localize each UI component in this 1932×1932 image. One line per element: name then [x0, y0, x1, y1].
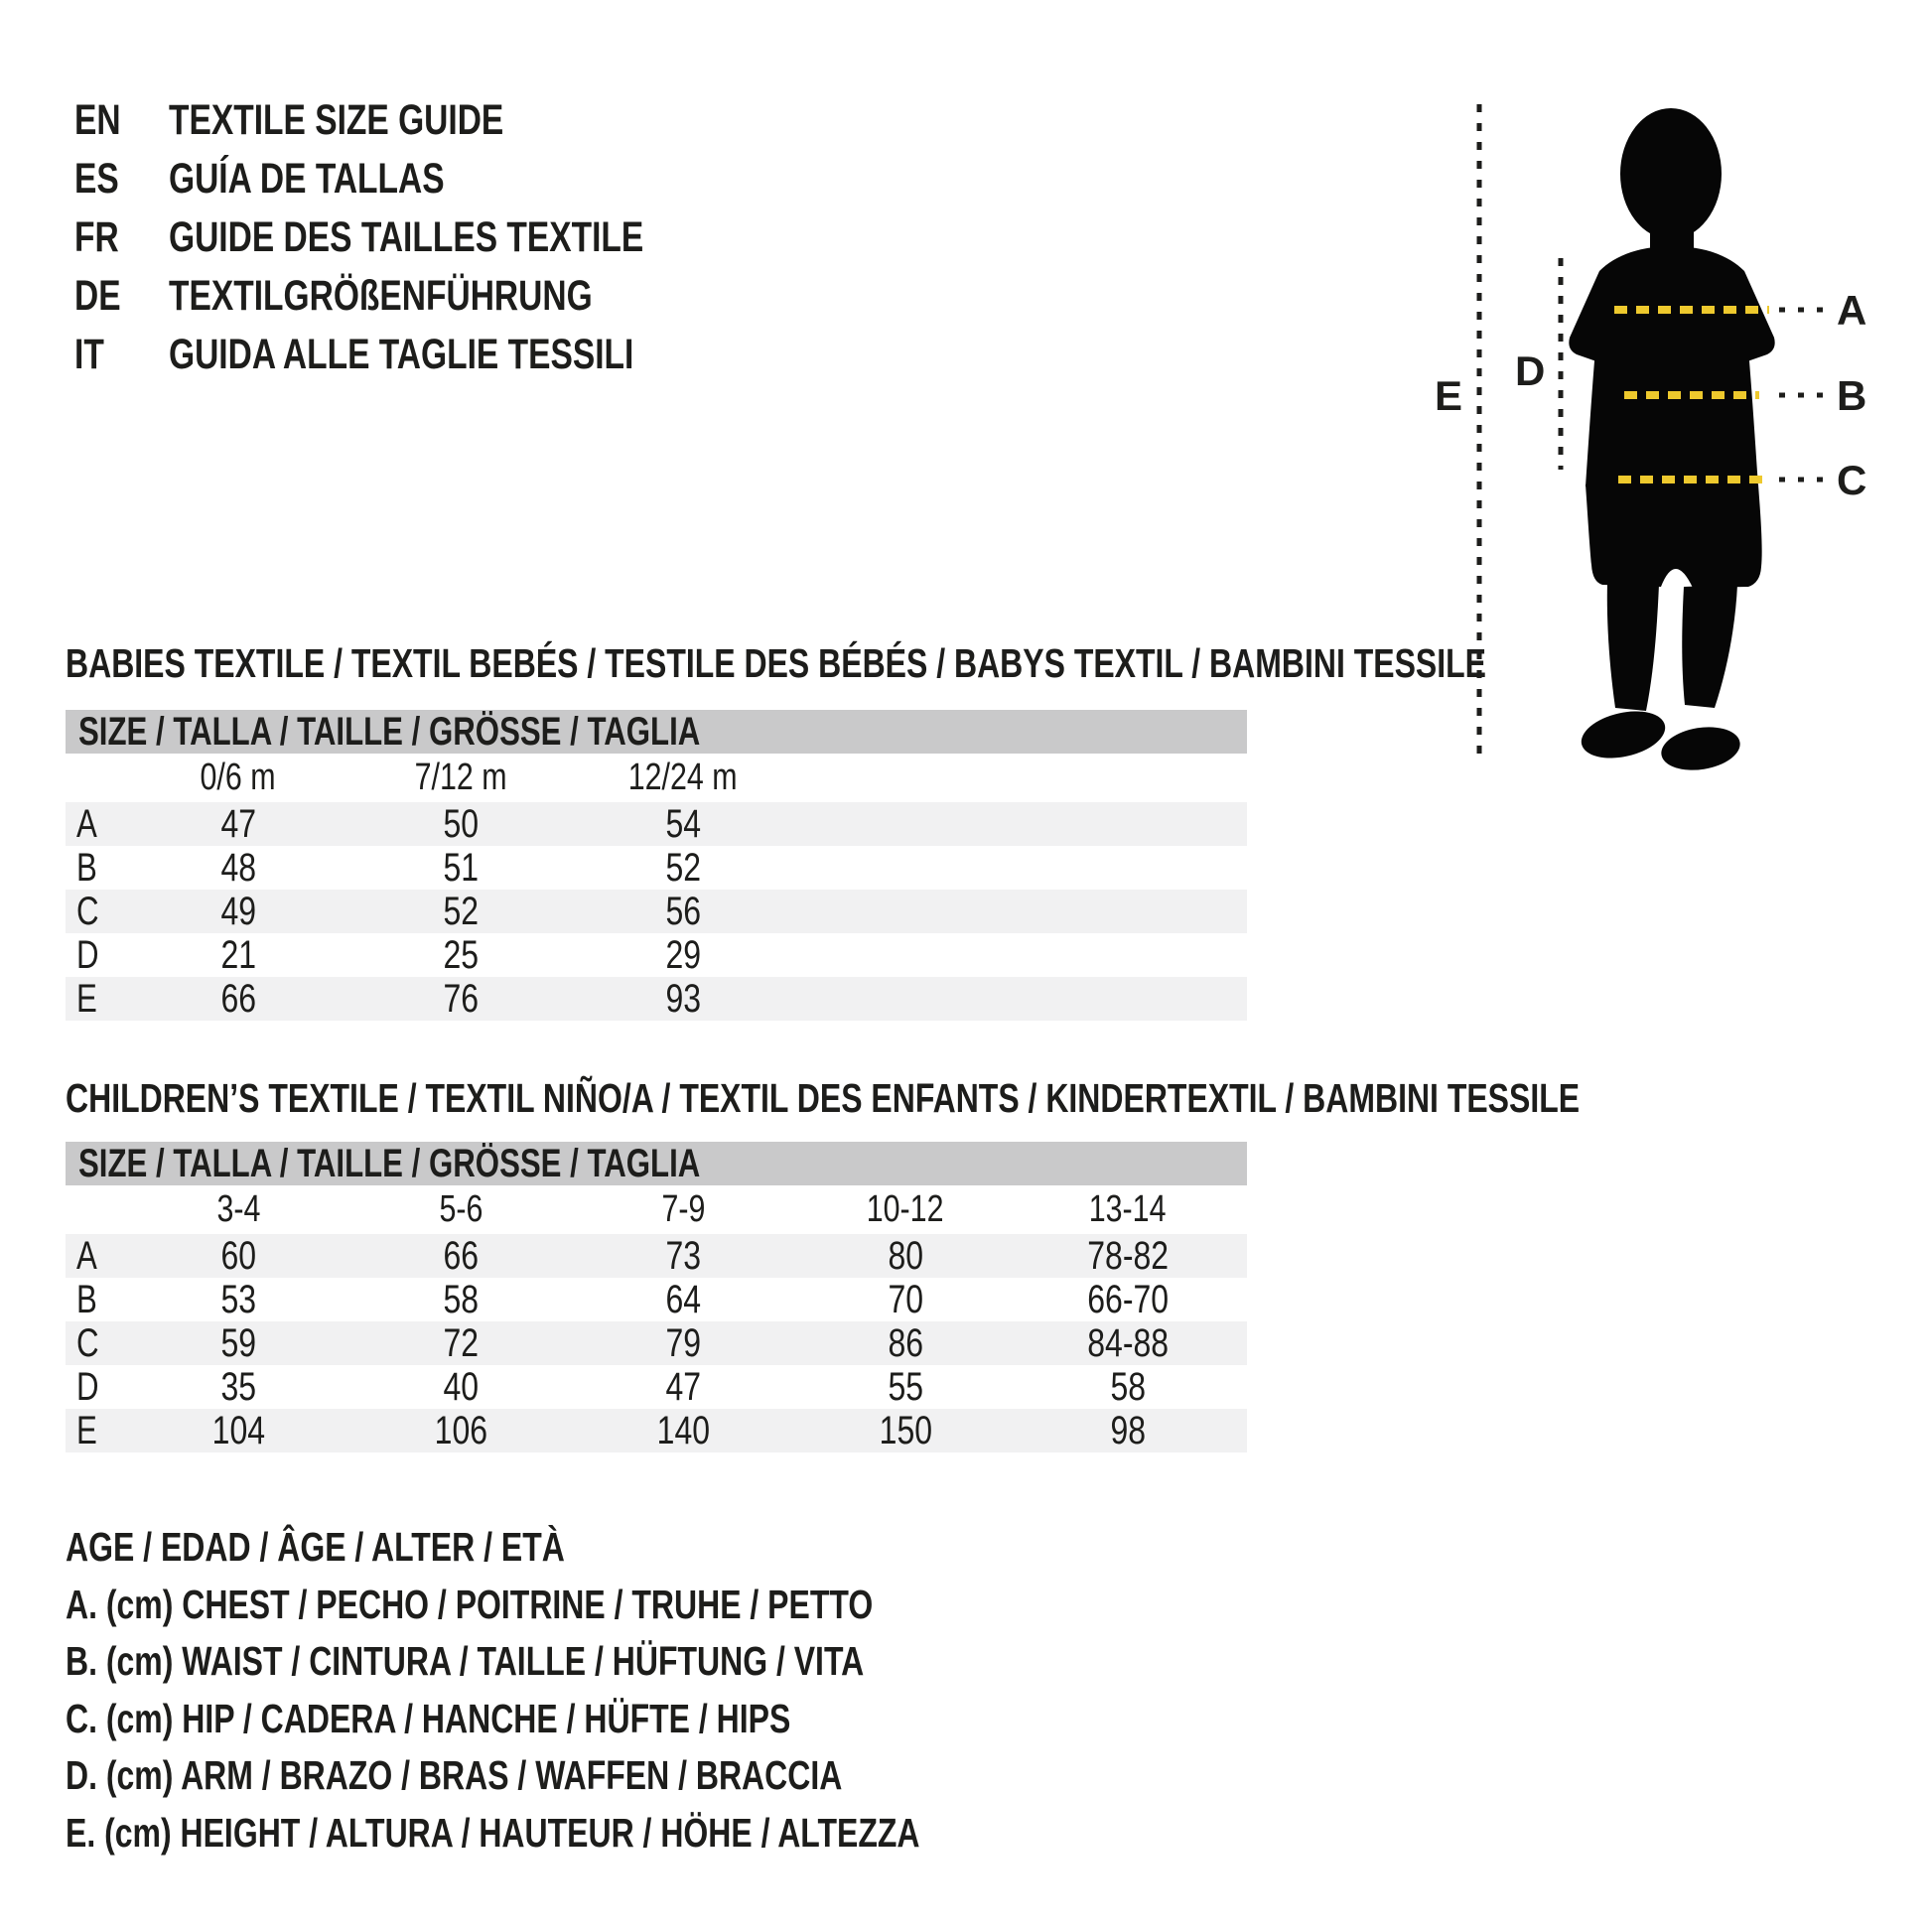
- row-label: B: [76, 846, 97, 890]
- language-title: GUÍA DE TALLAS: [169, 155, 445, 203]
- value-cell: 72: [443, 1321, 479, 1365]
- row-label: E: [76, 977, 97, 1021]
- row-label: A: [76, 1234, 97, 1278]
- measurement-figure: [1390, 60, 1932, 814]
- table-row: [66, 933, 1247, 977]
- table-row: [66, 846, 1247, 890]
- corner-cell: [66, 1185, 127, 1234]
- arm-label: D: [1515, 347, 1546, 394]
- table-row: [66, 890, 1247, 933]
- language-code: IT: [74, 331, 104, 378]
- value-cell: 140: [656, 1409, 710, 1452]
- row-label: D: [76, 933, 99, 977]
- column-header: 10-12: [867, 1188, 944, 1230]
- column-header: 13-14: [1089, 1188, 1167, 1230]
- row-label: A: [76, 802, 97, 846]
- table-row: [66, 1321, 1247, 1365]
- value-cell: 55: [888, 1365, 923, 1409]
- language-code: EN: [74, 96, 121, 144]
- child-silhouette-diagram: [1390, 60, 1932, 814]
- value-cell: 29: [665, 933, 701, 977]
- value-cell: 66: [220, 977, 256, 1021]
- legend-chest: A. (cm) CHEST / PECHO / POITRINE / TRUHE / PETTO: [66, 1581, 874, 1627]
- language-title: TEXTILGRÖßENFÜHRUNG: [169, 272, 593, 320]
- value-cell: 50: [443, 802, 479, 846]
- value-cell: 59: [220, 1321, 256, 1365]
- value-cell: 73: [665, 1234, 701, 1278]
- value-cell: 58: [1110, 1365, 1146, 1409]
- language-code: ES: [74, 155, 119, 203]
- language-title: GUIDE DES TAILLES TEXTILE: [169, 213, 644, 261]
- value-cell: 54: [665, 802, 701, 846]
- legend-hip: C. (cm) HIP / CADERA / HANCHE / HÜFTE / HIPS: [66, 1695, 791, 1741]
- value-cell: 35: [220, 1365, 256, 1409]
- value-cell: 58: [443, 1278, 479, 1321]
- size-header-bar: SIZE / TALLA / TAILLE / GRÖSSE / TAGLIA: [66, 1142, 1247, 1185]
- column-header: 7-9: [661, 1188, 705, 1230]
- language-row-it: [74, 326, 777, 384]
- value-cell: 84-88: [1087, 1321, 1169, 1365]
- value-cell: 25: [443, 933, 479, 977]
- value-cell: 66-70: [1087, 1278, 1169, 1321]
- value-cell: 51: [443, 846, 479, 890]
- value-cell: 80: [888, 1234, 923, 1278]
- height-label: E: [1435, 372, 1463, 419]
- language-title-block: [74, 91, 777, 384]
- language-title: TEXTILE SIZE GUIDE: [169, 96, 504, 144]
- table-row: [66, 802, 1247, 846]
- table-row: [66, 1365, 1247, 1409]
- value-cell: 52: [443, 890, 479, 933]
- value-cell: 47: [665, 1365, 701, 1409]
- value-cell: 86: [888, 1321, 923, 1365]
- row-label: E: [76, 1409, 97, 1452]
- children-column-headers: [66, 1185, 1247, 1234]
- waist-label: B: [1837, 372, 1867, 419]
- table-row: [66, 1278, 1247, 1321]
- legend-waist: B. (cm) WAIST / CINTURA / TAILLE / HÜFTUNG / VITA: [66, 1638, 865, 1685]
- value-cell: 70: [888, 1278, 923, 1321]
- value-cell: 79: [665, 1321, 701, 1365]
- babies-section-title: BABIES TEXTILE / TEXTIL BEBÉS / TESTILE DES BÉBÉS / BABYS TEXTIL / BAMBINI TESSILE: [66, 640, 1487, 686]
- column-header: 0/6 m: [200, 757, 277, 798]
- column-header: 3-4: [216, 1188, 260, 1230]
- value-cell: 106: [434, 1409, 487, 1452]
- value-cell: 56: [665, 890, 701, 933]
- row-label: C: [76, 1321, 99, 1365]
- language-row-en: [74, 91, 777, 150]
- row-label: B: [76, 1278, 97, 1321]
- value-cell: 40: [443, 1365, 479, 1409]
- corner-cell: [66, 754, 127, 802]
- children-section-title: CHILDREN’S TEXTILE / TEXTIL NIÑO/A / TEXTIL DES ENFANTS / KINDERTEXTIL / BAMBINI TESSILE: [66, 1075, 1581, 1121]
- language-code: DE: [74, 272, 121, 320]
- value-cell: 64: [665, 1278, 701, 1321]
- value-cell: 49: [220, 890, 256, 933]
- language-row-es: [74, 150, 777, 208]
- size-header-bar: SIZE / TALLA / TAILLE / GRÖSSE / TAGLIA: [66, 710, 1247, 754]
- measurement-legend: [66, 1519, 1161, 1862]
- value-cell: 98: [1110, 1409, 1146, 1452]
- value-cell: 53: [220, 1278, 256, 1321]
- table-row: [66, 1234, 1247, 1278]
- value-cell: 93: [665, 977, 701, 1021]
- value-cell: 21: [220, 933, 256, 977]
- column-header: 5-6: [439, 1188, 483, 1230]
- language-row-de: [74, 267, 777, 326]
- babies-size-table: [66, 710, 1247, 1021]
- legend-arm: D. (cm) ARM / BRAZO / BRAS / WAFFEN / BRACCIA: [66, 1752, 843, 1799]
- value-cell: 48: [220, 846, 256, 890]
- children-size-table: [66, 1142, 1247, 1452]
- babies-column-headers: [66, 754, 1247, 802]
- legend-age: AGE / EDAD / ÂGE / ALTER / ETÀ: [66, 1524, 565, 1571]
- value-cell: 52: [665, 846, 701, 890]
- value-cell: 104: [211, 1409, 265, 1452]
- column-header: 7/12 m: [414, 757, 507, 798]
- row-label: D: [76, 1365, 99, 1409]
- row-label: C: [76, 890, 99, 933]
- hip-label: C: [1837, 457, 1867, 503]
- language-code: FR: [74, 213, 119, 261]
- value-cell: 60: [220, 1234, 256, 1278]
- table-row: [66, 1409, 1247, 1452]
- language-title: GUIDA ALLE TAGLIE TESSILI: [169, 331, 634, 378]
- legend-height: E. (cm) HEIGHT / ALTURA / HAUTEUR / HÖHE / ALTEZZA: [66, 1809, 920, 1856]
- value-cell: 150: [879, 1409, 932, 1452]
- language-row-fr: [74, 208, 777, 267]
- chest-label: A: [1837, 287, 1867, 334]
- table-row: [66, 977, 1247, 1021]
- value-cell: 78-82: [1087, 1234, 1169, 1278]
- value-cell: 76: [443, 977, 479, 1021]
- value-cell: 66: [443, 1234, 479, 1278]
- column-header: 12/24 m: [628, 757, 738, 798]
- value-cell: 47: [220, 802, 256, 846]
